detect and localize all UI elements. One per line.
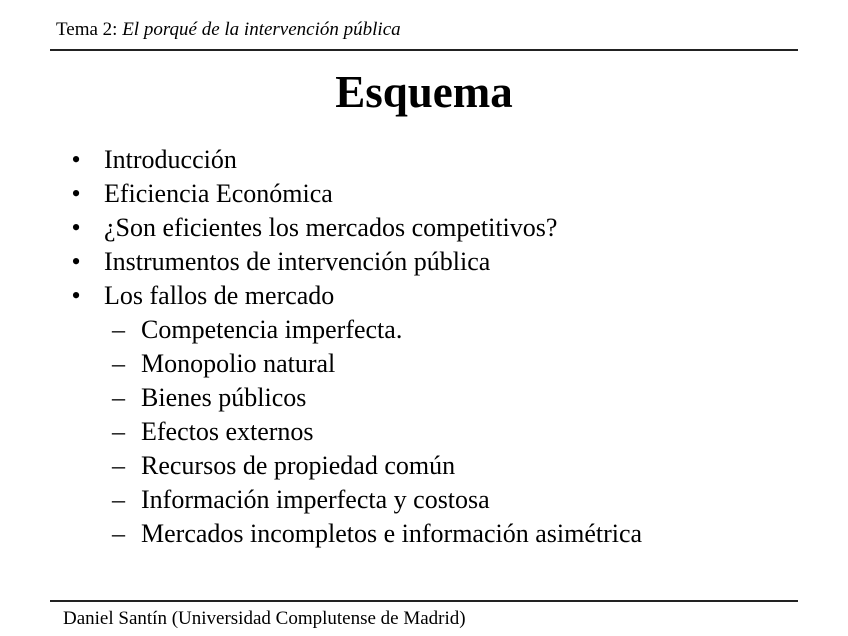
outline-subitem (0, 313, 848, 347)
outline-item (0, 143, 848, 177)
outline-subitem (0, 347, 848, 381)
dash-marker: – (112, 485, 125, 514)
outline-subitem-text: Competencia imperfecta. (141, 315, 403, 344)
header-subtitle: El porqué de la intervención pública (122, 19, 401, 40)
dash-marker: – (112, 519, 125, 548)
outline-subitem (0, 517, 848, 551)
bullet-marker: • (71, 145, 81, 174)
bullet-marker: • (71, 281, 81, 310)
dash-marker: – (112, 315, 125, 344)
outline-item-text: Instrumentos de intervención pública (104, 247, 491, 276)
dash-marker: – (112, 383, 125, 412)
outline-subitem (0, 483, 848, 517)
header-divider (50, 49, 798, 51)
outline-list (0, 143, 848, 551)
outline-subitem-text: Efectos externos (141, 417, 314, 446)
outline-subitem-text: Bienes públicos (141, 383, 307, 412)
outline-subitem-text: Monopolio natural (141, 349, 336, 378)
bullet-marker: • (71, 247, 81, 276)
outline-item-text: Los fallos de mercado (104, 281, 335, 310)
bullet-marker: • (71, 179, 81, 208)
dash-marker: – (112, 451, 125, 480)
outline-item (0, 279, 848, 313)
outline-subitem-text: Información imperfecta y costosa (141, 485, 490, 514)
slide-footer: Daniel Santín (Universidad Complutense de Madrid) (63, 608, 466, 629)
header-prefix: Tema 2: (56, 19, 118, 40)
outline-item (0, 245, 848, 279)
outline-subitem-text: Mercados incompletos e información asimétrica (141, 519, 643, 548)
outline-subitem (0, 381, 848, 415)
dash-marker: – (112, 417, 125, 446)
outline-item-text: ¿Son eficientes los mercados competitivos? (104, 213, 558, 242)
slide-title: Esquema (335, 67, 513, 117)
outline-item (0, 211, 848, 245)
slide-header (56, 18, 401, 42)
outline-item (0, 177, 848, 211)
outline-item-text: Introducción (104, 145, 237, 174)
dash-marker: – (112, 349, 125, 378)
outline-item-text: Eficiencia Económica (104, 179, 333, 208)
footer-divider (50, 600, 798, 602)
bullet-marker: • (71, 213, 81, 242)
outline-subitem (0, 449, 848, 483)
outline-subitem (0, 415, 848, 449)
outline-subitem-text: Recursos de propiedad común (141, 451, 456, 480)
